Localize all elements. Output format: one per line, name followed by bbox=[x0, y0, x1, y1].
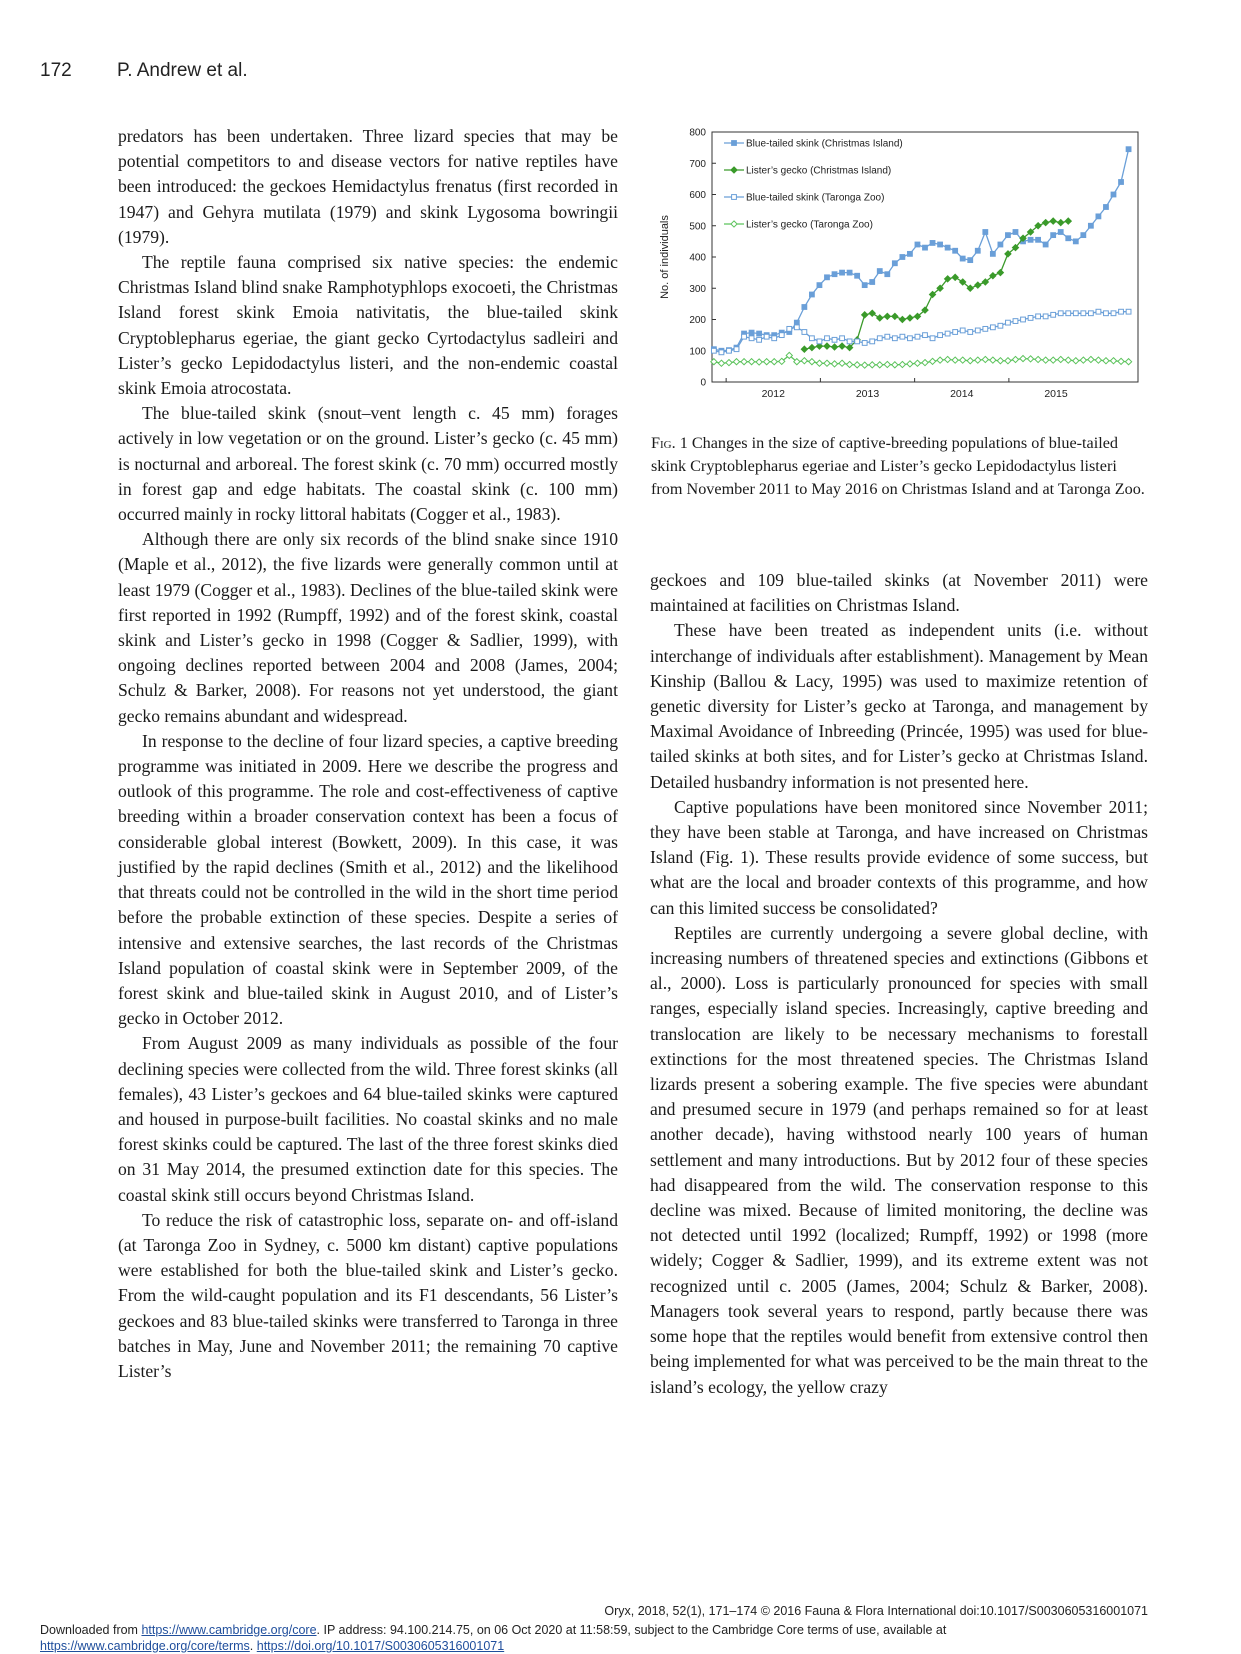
data-point bbox=[854, 362, 860, 368]
data-point bbox=[810, 336, 815, 341]
data-point bbox=[1050, 218, 1056, 224]
data-point bbox=[772, 336, 777, 341]
data-point bbox=[748, 359, 754, 365]
data-point bbox=[899, 316, 905, 322]
data-point bbox=[884, 313, 890, 319]
data-point bbox=[1119, 309, 1124, 314]
terms-link[interactable]: https://www.cambridge.org/core/terms bbox=[40, 1639, 250, 1653]
data-point bbox=[877, 269, 882, 274]
data-point bbox=[1095, 357, 1101, 363]
data-point bbox=[885, 334, 890, 339]
data-point bbox=[885, 272, 890, 277]
data-point bbox=[779, 333, 784, 338]
data-point bbox=[983, 326, 988, 331]
data-point bbox=[1058, 230, 1063, 235]
data-point bbox=[840, 336, 845, 341]
data-point bbox=[1012, 356, 1018, 362]
data-point bbox=[1028, 316, 1033, 321]
paragraph: Reptiles are currently undergoing a severe global decline, with increasing numbers of threatened species and extinctions (Gibbons et al., 2000). Loss is particularly pronounced for species with small ranges, especially island species. Increasingly, captive breeding and translocation are likely to be necessary mechanisms to forestall extinctions for the most threatened species. The Christmas Island lizards present a sobering example. The five species were abundant and presumed secure in 1979 (and perhaps remained so for at least another decade), having withstood nearly 100 years of human settlement and many introductions. But by 2012 four of these species had disappeared from the wild. The conservation response to this decline was mixed. Because of limited monitoring, the decline was not detected until 1992 (localized; Rumpff, 1992) or 1998 (more widely; Cogger & Sadlier, 1999), and its extreme extent was not recognized until c. 2005 (James, 2004; Schulz & Barker, 2008). Managers took several years to respond, partly because there was some hope that the reptiles would benefit from extensive control then being implemented for what was perceived to be the main threat to the island’s ecology, the yellow crazy bbox=[650, 922, 1148, 1397]
y-tick-label: 100 bbox=[689, 346, 706, 358]
data-point bbox=[930, 336, 935, 341]
data-point bbox=[757, 331, 762, 336]
legend-label: Blue-tailed skink (Christmas Island) bbox=[746, 138, 903, 150]
data-point bbox=[810, 292, 815, 297]
data-point bbox=[1126, 309, 1131, 314]
data-point bbox=[1058, 220, 1064, 226]
legend-label: Lister’s gecko (Taronga Zoo) bbox=[746, 219, 873, 231]
data-point bbox=[862, 283, 867, 288]
data-point bbox=[1013, 230, 1018, 235]
data-point bbox=[1043, 220, 1049, 226]
paragraph: From August 2009 as many individuals as possible of the four declining species were collected from the wild. Three forest skinks (all females), 43 Lister’s geckoes and 64 blue-tailed skinks were captured and housed in purpose-built facilities. No coastal skinks and no male forest skinks could be captured. The last of the three forest skinks died on 31 May 2014, the presumed extinction date for this species. The coastal skink still occurs beyond Christmas Island. bbox=[118, 1033, 618, 1205]
data-point bbox=[990, 325, 995, 330]
data-point bbox=[960, 357, 966, 363]
data-point bbox=[817, 339, 822, 344]
chart-svg bbox=[650, 120, 1148, 420]
data-point bbox=[983, 230, 988, 235]
data-point bbox=[915, 334, 920, 339]
paragraph: These have been treated as independent units (i.e. without interchange of individuals after establishment). Management by Mean Kinship (Ballou & Lacy, 1995) was used to maximize retention of genetic diversity for Lister’s gecko at Taronga, and management by Maximal Avoidance of Inbreeding (Princée, 1995) was used for blue-tailed skinks at both sites, and for Lister’s gecko at Christmas Island. Detailed husbandry information is not presented here. bbox=[650, 620, 1148, 792]
data-point bbox=[1058, 356, 1064, 362]
data-point bbox=[975, 282, 981, 288]
data-point bbox=[900, 334, 905, 339]
data-point bbox=[1036, 314, 1041, 319]
download-prefix: Downloaded from bbox=[40, 1623, 142, 1637]
data-point bbox=[1006, 320, 1011, 325]
data-point bbox=[1051, 233, 1056, 238]
data-point bbox=[1043, 242, 1048, 247]
data-point bbox=[877, 362, 883, 368]
data-point bbox=[1036, 237, 1041, 242]
data-point bbox=[982, 356, 988, 362]
data-point bbox=[847, 361, 853, 367]
page-number: 172 bbox=[40, 60, 72, 81]
data-point bbox=[1088, 356, 1094, 362]
data-point bbox=[1065, 218, 1071, 224]
data-point bbox=[870, 339, 875, 344]
data-point bbox=[1066, 311, 1071, 316]
paragraph: predators has been undertaken. Three lizard species that may be potential competitors to and disease vectors for native reptiles have been introduced: the geckoes Hemidactylus frenatus (first recorded in 1947) and Gehyra mutilata (1979) and skink Lygosoma bowringii (1979). bbox=[118, 126, 618, 247]
series-3 bbox=[711, 309, 1130, 354]
data-point bbox=[877, 336, 882, 341]
x-tick-label: 2014 bbox=[950, 388, 974, 400]
data-point bbox=[711, 348, 716, 353]
data-point bbox=[930, 241, 935, 246]
data-point bbox=[1104, 311, 1109, 316]
figure-1-chart bbox=[650, 120, 1148, 420]
data-point bbox=[929, 358, 935, 364]
data-point bbox=[968, 330, 973, 335]
data-point bbox=[825, 275, 830, 280]
x-tick-label: 2015 bbox=[1044, 388, 1068, 400]
data-point bbox=[998, 242, 1003, 247]
data-point bbox=[1005, 358, 1011, 364]
data-point bbox=[1111, 311, 1116, 316]
data-point bbox=[839, 360, 845, 366]
data-point bbox=[922, 360, 928, 366]
data-point bbox=[938, 242, 943, 247]
data-point bbox=[749, 330, 754, 335]
data-point bbox=[960, 256, 965, 261]
data-point bbox=[938, 333, 943, 338]
series-1 bbox=[711, 147, 1130, 353]
series-line bbox=[714, 149, 1129, 351]
data-point bbox=[1119, 180, 1124, 185]
data-point bbox=[1080, 357, 1086, 363]
data-point bbox=[900, 255, 905, 260]
data-point bbox=[727, 348, 732, 353]
data-point bbox=[1028, 237, 1033, 242]
data-point bbox=[975, 357, 981, 363]
doi-link[interactable]: https://doi.org/10.1017/S0030605316001071 bbox=[256, 1639, 505, 1653]
data-point bbox=[1043, 314, 1048, 319]
data-point bbox=[1066, 236, 1071, 241]
data-point bbox=[892, 362, 898, 368]
data-point bbox=[1073, 358, 1079, 364]
data-point bbox=[1088, 223, 1093, 228]
footer-citation: Oryx, 2018, 52(1), 171–174 © 2016 Fauna & Flora International doi:10.1017/S0030605316001071 bbox=[604, 1604, 1148, 1618]
data-point bbox=[794, 325, 799, 330]
data-point bbox=[975, 248, 980, 253]
data-point bbox=[831, 344, 837, 350]
data-point bbox=[967, 358, 973, 364]
data-point bbox=[840, 270, 845, 275]
paragraph: Although there are only six records of the blind snake since 1910 (Maple et al., 2012), the five lizards were generally common until at least 1979 (Cogger et al., 1983). Declines of the blue-tailed skink were first reported in 1992 (Rumpff, 1992) and of the forest skink, coastal skink and Lister’s gecko in 1998 (Cogger & Sadlier, 1999), with ongoing declines reported between 2004 and 2008 (James, 2004; Schulz & Barker, 2008). For reasons not yet understood, the giant gecko remains abundant and widespread. bbox=[118, 529, 618, 726]
data-point bbox=[801, 358, 807, 364]
data-point bbox=[732, 141, 737, 146]
download-notice bbox=[40, 1622, 1200, 1654]
data-point bbox=[1051, 312, 1056, 317]
y-tick-label: 0 bbox=[700, 377, 706, 389]
y-axis-label: No. of individuals bbox=[659, 215, 671, 299]
data-point bbox=[816, 360, 822, 366]
data-point bbox=[719, 350, 724, 355]
data-point bbox=[734, 347, 739, 352]
data-point bbox=[764, 359, 770, 365]
data-point bbox=[908, 336, 913, 341]
data-point bbox=[892, 313, 898, 319]
doi-separator: . bbox=[249, 1639, 257, 1653]
data-point bbox=[1035, 356, 1041, 362]
data-point bbox=[824, 360, 830, 366]
data-point bbox=[997, 270, 1003, 276]
data-point bbox=[718, 360, 724, 366]
data-point bbox=[809, 345, 815, 351]
legend-label: Blue-tailed skink (Taronga Zoo) bbox=[746, 192, 885, 204]
data-point bbox=[968, 258, 973, 263]
y-tick-label: 200 bbox=[689, 315, 706, 326]
data-point bbox=[869, 362, 875, 368]
data-point bbox=[915, 242, 920, 247]
cambridge-core-link[interactable]: https://www.cambridge.org/core bbox=[141, 1623, 317, 1637]
paragraph: The blue-tailed skink (snout–vent length c. 45 mm) forages actively in low vegetation or on the ground. Lister’s gecko (c. 45 mm) is nocturnal and arboreal. The forest skink (c. 70 mm) occurred mostly in forest gap and edge habitats. The coastal skink (c. 100 mm) occurred mainly in rocky littoral habitats (Cogger et al., 1983). bbox=[118, 403, 618, 525]
paragraph: Captive populations have been monitored since November 2011; they have been stable at Taronga, and have increased on Christmas Island (Fig. 1). These results provide evidence of some success, but what are the local and broader contexts of this programme, and how can this limited success be consolidated? bbox=[650, 796, 1148, 918]
data-point bbox=[809, 359, 815, 365]
running-head-authors: P. Andrew et al. bbox=[116, 60, 248, 81]
data-point bbox=[1103, 358, 1109, 364]
data-point bbox=[1065, 357, 1071, 363]
data-point bbox=[862, 362, 868, 368]
data-point bbox=[975, 328, 980, 333]
series-4 bbox=[711, 352, 1132, 368]
data-point bbox=[923, 245, 928, 250]
data-point bbox=[1118, 358, 1124, 364]
data-point bbox=[1096, 214, 1101, 219]
data-point bbox=[945, 245, 950, 250]
data-point bbox=[847, 339, 852, 344]
data-point bbox=[1081, 311, 1086, 316]
data-point bbox=[997, 358, 1003, 364]
data-point bbox=[1126, 147, 1131, 152]
data-point bbox=[1020, 355, 1026, 361]
data-point bbox=[831, 361, 837, 367]
data-point bbox=[802, 305, 807, 310]
data-point bbox=[1027, 356, 1033, 362]
y-tick-label: 700 bbox=[689, 158, 706, 170]
data-point bbox=[731, 221, 737, 227]
data-point bbox=[869, 310, 875, 316]
data-point bbox=[952, 274, 958, 280]
data-point bbox=[907, 361, 913, 367]
data-point bbox=[741, 359, 747, 365]
data-point bbox=[817, 283, 822, 288]
y-tick-label: 400 bbox=[689, 252, 706, 264]
data-point bbox=[1110, 358, 1116, 364]
running-head bbox=[40, 60, 248, 82]
data-point bbox=[732, 195, 737, 200]
data-point bbox=[839, 343, 845, 349]
data-point bbox=[945, 356, 951, 362]
data-point bbox=[855, 339, 860, 344]
data-point bbox=[990, 357, 996, 363]
data-point bbox=[733, 359, 739, 365]
data-point bbox=[825, 336, 830, 341]
data-point bbox=[960, 328, 965, 333]
data-point bbox=[892, 336, 897, 341]
download-rest: . IP address: 94.100.214.75, on 06 Oct 2020 at 11:58:59, subject to the Cambridge Core terms of use, available at bbox=[316, 1623, 947, 1637]
data-point bbox=[1088, 311, 1093, 316]
data-point bbox=[1081, 233, 1086, 238]
data-point bbox=[877, 315, 883, 321]
data-point bbox=[1050, 357, 1056, 363]
paragraph: geckoes and 109 blue-tailed skinks (at November 2011) were maintained at facilities on Christmas Island. bbox=[650, 570, 1148, 616]
data-point bbox=[764, 334, 769, 339]
x-tick-label: 2012 bbox=[761, 388, 785, 400]
data-point bbox=[847, 270, 852, 275]
data-point bbox=[1006, 233, 1011, 238]
data-point bbox=[771, 359, 777, 365]
x-tick-label: 2013 bbox=[855, 388, 880, 400]
data-point bbox=[914, 360, 920, 366]
data-point bbox=[870, 280, 875, 285]
data-point bbox=[953, 330, 958, 335]
data-point bbox=[1021, 317, 1026, 322]
y-tick-label: 300 bbox=[689, 283, 706, 295]
left-column bbox=[118, 124, 618, 1384]
figure-label: Fig. 1 bbox=[651, 434, 688, 452]
data-point bbox=[832, 272, 837, 277]
data-point bbox=[1058, 311, 1063, 316]
figure-caption-text: Changes in the size of captive-breeding populations of blue-tailed skink Cryptoblepharus egeriae and Lister’s gecko Lepidodactylus listeri from November 2011 to May 2016 on Christmas Island and at Taronga Zoo. bbox=[651, 434, 1145, 498]
data-point bbox=[884, 361, 890, 367]
data-point bbox=[862, 341, 867, 346]
figure-caption bbox=[651, 432, 1148, 501]
y-tick-label: 600 bbox=[689, 190, 706, 201]
paragraph: To reduce the risk of catastrophic loss, separate on- and off-island (at Taronga Zoo in Sydney, c. 5000 km distant) captive populations were established for both the blue-tailed skink and Lister’s gecko. From the wild-caught population and its F1 descendants, 56 Lister’s geckoes and 83 blue-tailed skinks were transferred to Taronga in three batches in May, June and November 2011; the remaining 70 captive Lister’s bbox=[118, 1209, 618, 1381]
data-point bbox=[794, 320, 799, 325]
data-point bbox=[945, 331, 950, 336]
paragraph: In response to the decline of four lizard species, a captive breeding programme was initiated in 2009. Here we describe the progress and outlook of this programme. The role and cost-effectiveness of captive breeding within a broader conservation context has been a focus of considerable global interest (Bowkett, 2009). In this case, it was justified by the rapid declines (Smith et al., 2012) and the likelihood that threats could not be controlled in the wild in the short time period before the probable extinction of these species. Despite a series of intensive and extensive searches, the last records of the Christmas Island population of coastal skink were in September 2009, of the forest skink and blue-tailed skink in August 2010, and of Lister’s gecko in October 2012. bbox=[118, 730, 618, 1029]
data-point bbox=[892, 261, 897, 266]
data-point bbox=[832, 337, 837, 342]
data-point bbox=[1104, 205, 1109, 210]
data-point bbox=[998, 323, 1003, 328]
data-point bbox=[1043, 357, 1049, 363]
legend-label: Lister’s gecko (Christmas Island) bbox=[746, 165, 892, 177]
data-point bbox=[1111, 192, 1116, 197]
data-point bbox=[731, 167, 737, 173]
data-point bbox=[952, 357, 958, 363]
y-tick-label: 500 bbox=[689, 221, 706, 233]
y-tick-label: 800 bbox=[689, 127, 706, 139]
data-point bbox=[923, 333, 928, 338]
data-point bbox=[907, 315, 913, 321]
data-point bbox=[862, 312, 868, 318]
series-line bbox=[714, 312, 1129, 353]
data-point bbox=[1073, 311, 1078, 316]
data-point bbox=[757, 337, 762, 342]
data-point bbox=[742, 334, 747, 339]
data-point bbox=[1125, 359, 1131, 365]
data-point bbox=[756, 359, 762, 365]
right-column bbox=[650, 568, 1148, 1400]
data-point bbox=[1013, 319, 1018, 324]
data-point bbox=[749, 336, 754, 341]
data-point bbox=[787, 326, 792, 331]
data-point bbox=[937, 357, 943, 363]
data-point bbox=[953, 248, 958, 253]
data-point bbox=[726, 360, 732, 366]
paragraph: The reptile fauna comprised six native species: the endemic Christmas Island blind snake Ramphotyphlops exocoeti, the Christmas Island forest skink Emoia nativitatis, the blue-tailed skink Cryptoblepharus egeriae, the giant gecko Cyrtodactylus sadleiri and Lister’s gecko Lepidodactylus listeri, and the non-endemic coastal skink Emoia atrocostata. bbox=[118, 252, 618, 399]
data-point bbox=[855, 273, 860, 278]
data-point bbox=[801, 346, 807, 352]
data-point bbox=[899, 361, 905, 367]
data-point bbox=[1096, 309, 1101, 314]
data-point bbox=[908, 251, 913, 256]
data-point bbox=[802, 330, 807, 335]
data-point bbox=[824, 343, 830, 349]
data-point bbox=[990, 251, 995, 256]
data-point bbox=[1073, 239, 1078, 244]
